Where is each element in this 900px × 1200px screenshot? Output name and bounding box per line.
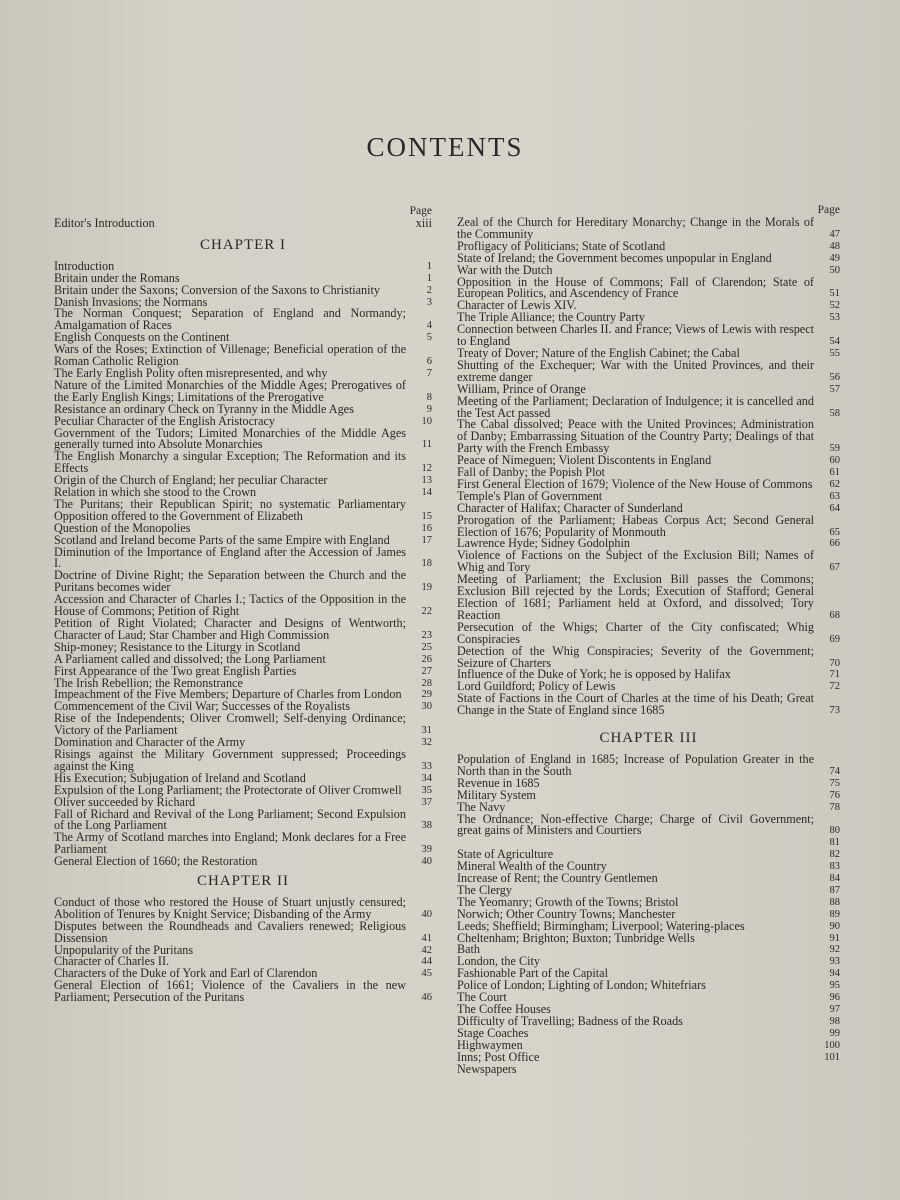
entry-page: 17 [421, 534, 432, 546]
entry-page: 67 [829, 562, 840, 574]
entry-title: Accession and Character of Charles I.; Tactics of the Opposition in the House of Commons; Petition of Right [54, 592, 406, 619]
toc-entry [457, 980, 840, 992]
toc-entry [457, 550, 840, 574]
toc-entry [54, 496, 432, 523]
toc-entry [54, 894, 432, 921]
entry-page: 15 [421, 510, 432, 522]
entry-page: 25 [421, 641, 432, 653]
entry-title: Risings against the Military Government suppressed; Proceedings against the King [54, 746, 406, 773]
entry-page: 38 [421, 820, 432, 832]
toc-entry [457, 1061, 840, 1076]
entry-title: The Coffee Houses [457, 1002, 551, 1016]
toc-entry [457, 930, 840, 945]
entry-title: State of Ireland; the Government becomes unpopular in England [457, 250, 772, 265]
chapter-3-entries [457, 751, 840, 1076]
entry-title: London, the City [457, 954, 540, 969]
entry-page: 71 [829, 669, 840, 681]
entry-title: Conduct of those who restored the House of Stuart unjustly censured; Abolition of Tenures by Knight Service; Disbanding of the Army [54, 894, 406, 921]
entry-title: Introduction [54, 258, 115, 273]
entry-page: 99 [829, 1027, 840, 1039]
entry-page: 14 [421, 487, 432, 499]
entry-page: 16 [421, 522, 432, 534]
entry-page: 50 [829, 264, 840, 276]
entry-title: A Parliament called and dissolved; the Long Parliament [54, 651, 326, 666]
entry-title: First Appearance of the Two great English Parties [54, 663, 297, 678]
entry-title: The Triple Alliance; the Country Party [457, 310, 645, 325]
entry-page: 44 [421, 956, 432, 968]
entry-page: 11 [421, 439, 432, 451]
entry-title: Lord Guildford; Policy of Lewis [457, 679, 616, 694]
entry-title: Leeds; Sheffield; Birmingham; Liverpool; Watering-places [457, 918, 745, 933]
entry-page: 52 [829, 300, 840, 312]
entry-page: 89 [829, 908, 840, 920]
entry-page: 93 [829, 956, 840, 968]
toc-entry [54, 451, 432, 475]
entry-title: Doctrine of Divine Right; the Separation between the Church and the Puritans becomes wider [54, 568, 406, 595]
entry-title: Disputes between the Roundheads and Cavaliers renewed; Religious Dissension [54, 918, 406, 945]
entry-title: Origin of the Church of England; her peculiar Character [54, 473, 328, 488]
entry-title: The Navy [457, 799, 506, 814]
entry-title: Inns; Post Office [457, 1049, 540, 1064]
entry-page: 6 [426, 356, 432, 368]
entry-title: Detection of the Whig Conspiracies; Severity of the Government; Seizure of Charters [457, 643, 814, 670]
entry-page: 37 [421, 796, 432, 808]
entry-title: Expulsion of the Long Parliament; the Protectorate of Oliver Cromwell [54, 782, 402, 797]
entry-page: 62 [829, 478, 840, 490]
entry-title: Revenue in 1685 [457, 775, 540, 790]
entry-page: 23 [421, 629, 432, 641]
entry-title: Peculiar Character of the English Aristocracy [54, 413, 275, 428]
entry-title: Police of London; Lighting of London; Whitefriars [457, 978, 706, 993]
toc-entry [457, 619, 840, 646]
entry-title: Influence of the Duke of York; he is opposed by Halifax [457, 667, 731, 682]
toc-entry [54, 713, 432, 737]
entry-title: Temple's Plan of Government [457, 488, 603, 503]
entry-page: 30 [421, 701, 432, 713]
entry-page: 3 [426, 296, 432, 308]
toc-entry [54, 377, 432, 404]
entry-title: Scotland and Ireland become Parts of the same Empire with England [54, 532, 390, 547]
entry-page: 41 [421, 932, 432, 944]
entry-title: Character of Charles II. [54, 954, 170, 969]
entry-title: First General Election of 1679; Violence of the New House of Commons [457, 476, 813, 491]
left-column [54, 206, 432, 1004]
entry-page: 75 [829, 777, 840, 789]
entry-title: General Election of 1660; the Restoration [54, 854, 258, 869]
entry-page: 82 [829, 849, 840, 861]
entry-page: 60 [829, 455, 840, 467]
entry-page: 74 [829, 765, 840, 777]
entry-title: Diminution of the Importance of England after the Accession of James I. [54, 544, 406, 571]
entry-title: Danish Invasions; the Normans [54, 294, 208, 309]
entry-page: 57 [829, 383, 840, 395]
entry-title: Persecution of the Whigs; Charter of the City confiscated; Whig Conspiracies [457, 619, 814, 646]
toc-entry [54, 570, 432, 594]
entry-title: Peace of Nimeguen; Violent Discontents in England [457, 453, 712, 468]
entry-page: 13 [421, 475, 432, 487]
entry-page: 27 [421, 665, 432, 677]
entry-page: 42 [421, 944, 432, 956]
entry-title: Highwaymen [457, 1037, 523, 1052]
entry-title: Lawrence Hyde; Sidney Godolphin [457, 536, 630, 551]
chapter-heading: CHAPTER II [196, 873, 290, 890]
entry-page: 64 [829, 502, 840, 514]
entry-page: 68 [829, 609, 840, 621]
entry-title: State of Agriculture [457, 847, 554, 862]
entry-title: Meeting of Parliament; the Exclusion Bill passes the Commons; Exclusion Bill rejected by the Lords; Execution of Stafford; General Election of 1681; Parliament held at Oxford, and dissolved; Tory Reaction [457, 572, 814, 622]
chapter-2-continued-entries [457, 217, 840, 717]
entry-title: Resistance an ordinary Check on Tyranny in the Middle Ages [54, 401, 354, 416]
entry-title: The Cabal dissolved; Peace with the United Provinces; Administration of Danby; Embarrassing Situation of the Country Party; Dealings of that Party with the French Embassy [457, 417, 814, 456]
page-column-label: Page [409, 205, 432, 217]
entry-title: Military System [457, 787, 536, 802]
entry-page: 1 [426, 260, 432, 272]
toc-entry [457, 751, 840, 778]
entry-page: 51 [829, 288, 840, 300]
entry-page: 12 [421, 463, 432, 475]
entry-page: 18 [421, 558, 432, 570]
entry-page: 88 [829, 896, 840, 908]
entry-page: 66 [829, 538, 840, 550]
entry-title: Impeachment of the Five Members; Departure of Charles from London [54, 687, 402, 702]
entry-title: Characters of the Duke of York and Earl of Clarendon [54, 966, 318, 981]
toc-entry [457, 811, 840, 838]
entry-page: 22 [421, 606, 432, 618]
entry-page: 1 [426, 272, 432, 284]
entry-page: 69 [829, 633, 840, 645]
toc-entry [54, 344, 432, 368]
entry-page: 49 [829, 252, 840, 264]
entry-page: 5 [426, 332, 432, 344]
entry-title: Population of England in 1685; Increase of Population Greater in the North than in the South [457, 751, 814, 778]
toc-entry [457, 787, 840, 802]
entry-title: Character of Halifax; Character of Sunderland [457, 500, 683, 515]
entry-page: 32 [421, 737, 432, 749]
entry-page: 47 [829, 228, 840, 240]
entry-title: Shutting of the Exchequer; War with the United Provinces, and their extreme danger [457, 357, 814, 384]
entry-title: Connection between Charles II. and France; Views of Lewis with respect to England [457, 322, 814, 349]
entry-page: 40 [421, 856, 432, 868]
entry-title: Government of the Tudors; Limited Monarchies of the Middle Ages generally turned into Absolute Monarchies [54, 425, 406, 452]
entry-title: The Ordnance; Non-effective Charge; Charge of Civil Government; great gains of Ministers and Courtiers [457, 811, 814, 838]
entry-page: 61 [829, 467, 840, 479]
entry-page: 40 [421, 908, 432, 920]
entry-title: The Yeomanry; Growth of the Towns; Bristol [457, 894, 679, 909]
entry-page: 35 [421, 784, 432, 796]
toc-entry [457, 217, 840, 241]
page-title: CONTENTS [366, 132, 524, 162]
entry-page: 72 [829, 681, 840, 693]
toc-entry [457, 393, 840, 420]
entry-page: 83 [829, 861, 840, 873]
entry-title: The Irish Rebellion; the Remonstrance [54, 675, 243, 690]
entry-page: 29 [421, 689, 432, 701]
entry-page: 70 [829, 657, 840, 669]
chapter-1-entries [54, 258, 432, 869]
entry-title: William, Prince of Orange [457, 381, 586, 396]
toc-entry [54, 308, 432, 332]
entry-page: 97 [829, 1004, 840, 1015]
entry-title: The Court [457, 990, 507, 1005]
entry-title: General Election of 1661; Violence of the Cavaliers in the new Parliament; Persecution of the Puritans [54, 978, 406, 1005]
entry-title: Norwich; Other Country Towns; Manchester [457, 906, 676, 921]
entry-page: 54 [829, 336, 840, 348]
entry-page: 48 [829, 240, 840, 252]
entry-page: 90 [829, 920, 840, 932]
entry-title: Nature of the Limited Monarchies of the Middle Ages; Prerogatives of the Early English Kings; Limitations of the Prerogative [54, 377, 406, 404]
entry-page: 53 [829, 312, 840, 324]
toc-entry [54, 425, 432, 452]
entry-title: Britain under the Saxons; Conversion of the Saxons to Christianity [54, 282, 380, 297]
entry-page: 33 [421, 760, 432, 772]
entry-page: 8 [426, 391, 432, 403]
toc-entry [457, 324, 840, 348]
editors-introduction-entry [54, 218, 432, 230]
entry-title: Editor's Introduction [54, 216, 155, 230]
entry-title: Fashionable Part of the Capital [457, 966, 608, 981]
toc-entry [457, 419, 840, 455]
entry-title: Stage Coaches [457, 1025, 529, 1040]
entry-title: Britain under the Romans [54, 270, 180, 285]
entry-page: 7 [426, 367, 432, 379]
entry-title: The English Monarchy a singular Exception; The Reformation and its Effects [54, 449, 406, 476]
toc-entry [54, 806, 432, 833]
toc-entry [54, 618, 432, 642]
toc-entry [54, 832, 432, 856]
entry-title: His Execution; Subjugation of Ireland and Scotland [54, 770, 306, 785]
entry-title: Character of Lewis XIV. [457, 298, 577, 313]
entry-title: Difficulty of Travelling; Badness of the Roads [457, 1013, 683, 1028]
entry-page: 80 [829, 825, 840, 837]
toc-entry [54, 980, 432, 1004]
entry-page: 19 [421, 582, 432, 594]
entry-page: 65 [829, 526, 840, 538]
entry-page: 28 [421, 677, 432, 689]
entry-title: Oliver succeeded by Richard [54, 794, 196, 809]
toc-entry [457, 512, 840, 539]
entry-page: 92 [829, 944, 840, 956]
entry-page: 10 [421, 415, 432, 427]
toc-entry [457, 274, 840, 301]
toc-entry [457, 643, 840, 670]
entry-title: Ship-money; Resistance to the Liturgy in Scotland [54, 639, 301, 654]
entry-page: 100 [824, 1039, 840, 1051]
toc-entry [54, 856, 432, 868]
entry-title: Prorogation of the Parliament; Habeas Corpus Act; Second General Election of 1676; Popularity of Monmouth [457, 512, 814, 539]
entry-title: The Clergy [457, 882, 512, 897]
entry-title: The Army of Scotland marches into England; Monk declares for a Free Parliament [54, 830, 406, 857]
entry-page: 4 [426, 320, 432, 332]
entry-page: xiii [415, 216, 432, 230]
toc-entry [54, 594, 432, 618]
entry-page: 78 [829, 801, 840, 813]
entry-page: 91 [829, 932, 840, 944]
entry-page: 96 [829, 992, 840, 1004]
entry-page: 73 [829, 705, 840, 717]
toc-entry [54, 918, 432, 945]
entry-title: Question of the Monopolies [54, 520, 191, 535]
entry-title: Wars of the Roses; Extinction of Villenage; Beneficial operation of the Roman Catholic Religion [54, 342, 406, 369]
entry-title: Domination and Character of the Army [54, 735, 246, 750]
right-column [457, 205, 840, 1075]
page-column-label: Page [817, 204, 840, 216]
entry-title: Newspapers [457, 1061, 517, 1076]
entry-title: English Conquests on the Continent [54, 330, 230, 345]
entry-title: Profligacy of Politicians; State of Scotland [457, 238, 666, 253]
entry-page: 63 [829, 490, 840, 502]
toc-entry [54, 746, 432, 773]
toc-entry [457, 357, 840, 384]
entry-page: 2 [426, 284, 432, 296]
entry-title: Fall of Danby; the Popish Plot [457, 465, 605, 480]
entry-title: Commencement of the Civil War; Successes of the Royalists [54, 699, 350, 714]
entry-title: Relation in which she stood to the Crown [54, 485, 257, 500]
entry-title: Violence of Factions on the Subject of the Exclusion Bill; Names of Whig and Tory [457, 548, 814, 575]
entry-title: Bath [457, 942, 481, 957]
entry-page: 58 [829, 407, 840, 419]
chapter-2-entries [54, 894, 432, 1005]
entry-title: Unpopularity of the Puritans [54, 942, 194, 957]
toc-entry [457, 693, 840, 717]
entry-page: 84 [829, 873, 840, 885]
entry-title: Increase of Rent; the Country Gentlemen [457, 871, 658, 886]
entry-page: 46 [421, 992, 432, 1004]
entry-page: 39 [421, 844, 432, 856]
entry-title: Meeting of the Parliament; Declaration of Indulgence; it is cancelled and the Test Act passed [457, 393, 814, 420]
entry-page: 31 [421, 725, 432, 737]
entry-page: 95 [829, 980, 840, 992]
entry-title: The Norman Conquest; Separation of England and Normandy; Amalgamation of Races [54, 306, 406, 333]
entry-title: The Puritans; their Republican Spirit; no systematic Parliamentary Opposition offered to the Government of Elizabeth [54, 496, 406, 523]
entry-page: 101 [824, 1051, 840, 1063]
toc-entry [457, 574, 840, 622]
entry-title: Opposition in the House of Commons; Fall of Clarendon; State of European Politics, and Ascendency of France [457, 274, 814, 301]
toc-entry [54, 544, 432, 571]
entry-page: 56 [829, 371, 840, 383]
entry-page: 76 [829, 789, 840, 801]
entry-page: 34 [421, 772, 432, 784]
entry-page: 81 [829, 837, 840, 849]
entry-title: War with the Dutch [457, 262, 553, 277]
entry-title: Rise of the Independents; Oliver Cromwell; Self-denying Ordinance; Victory of the Parliament [54, 711, 406, 738]
entry-title: State of Factions in the Court of Charles at the time of his Death; Great Change in the State of England since 1685 [457, 691, 814, 718]
entry-title: Cheltenham; Brighton; Buxton; Tunbridge Wells [457, 930, 695, 945]
entry-title: Mineral Wealth of the Country [457, 859, 607, 874]
entry-page: 26 [421, 653, 432, 665]
entry-title: Fall of Richard and Revival of the Long Parliament; Second Expulsion of the Long Parliament [54, 806, 406, 833]
entry-page: 59 [829, 443, 840, 455]
entry-page: 45 [421, 968, 432, 980]
entry-page: 98 [829, 1015, 840, 1027]
entry-title: Treaty of Dover; Nature of the English Cabinet; the Cabal [457, 345, 740, 360]
entry-page: 87 [829, 884, 840, 896]
toc-entry [457, 873, 840, 885]
entry-title: The Early English Polity often misrepresented, and why [54, 365, 328, 380]
entry-page: 55 [829, 347, 840, 359]
entry-title: Zeal of the Church for Hereditary Monarchy; Change in the Morals of the Community [457, 215, 814, 241]
entry-title: Petition of Right Violated; Character and Designs of Wentworth; Character of Laud; Star Chamber and High Commission [54, 616, 406, 642]
entry-page: 94 [829, 968, 840, 980]
chapter-heading: CHAPTER I [199, 236, 287, 253]
chapter-heading: CHAPTER III [599, 730, 698, 747]
entry-page: 9 [426, 403, 432, 415]
